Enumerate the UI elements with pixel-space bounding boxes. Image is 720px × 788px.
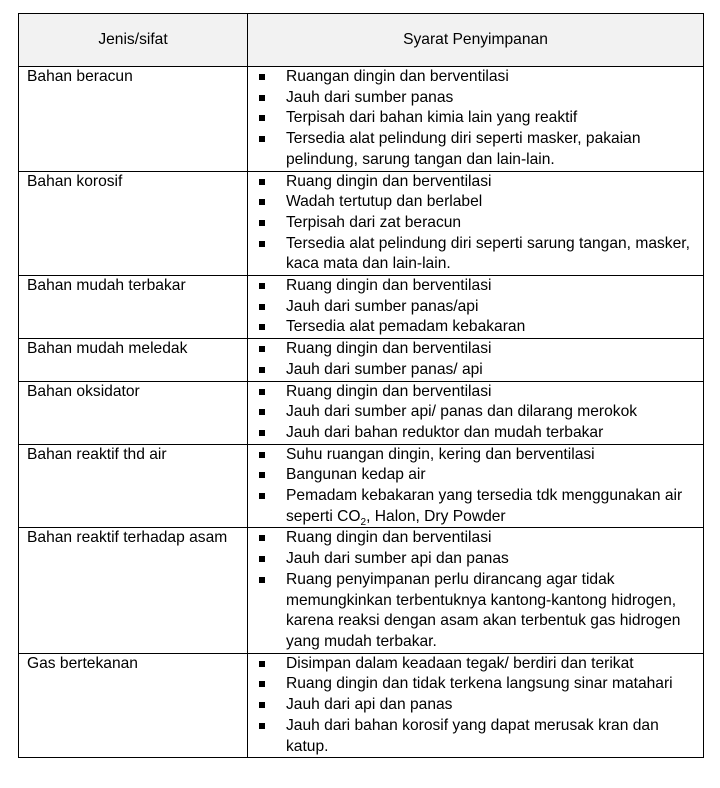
requirement-item	[258, 276, 697, 297]
requirement-item	[258, 213, 697, 234]
requirement-item	[258, 716, 697, 757]
square-bullet-icon	[259, 535, 265, 541]
requirement-item	[258, 129, 697, 170]
requirements-list	[258, 172, 697, 276]
requirement-item	[258, 192, 697, 213]
material-type-cell: Bahan mudah meledak	[19, 339, 248, 381]
square-bullet-icon	[259, 74, 265, 80]
square-bullet-icon	[259, 179, 265, 185]
requirement-text: Terpisah dari bahan kimia lain yang reaktif	[286, 109, 578, 127]
material-type-cell: Bahan reaktif thd air	[19, 444, 248, 528]
table-header	[19, 14, 704, 67]
square-bullet-icon	[259, 452, 265, 458]
square-bullet-icon	[259, 283, 265, 289]
table-row	[19, 339, 704, 381]
requirement-item	[258, 528, 697, 549]
requirement-text: Ruang penyimpanan perlu dirancang agar tidak memungkinkan terbentuknya kantong-kantong hidrogen, karena reaksi dengan asam akan terbentuk gas hidrogen yang mudah terbakar.	[286, 570, 681, 650]
requirement-item	[258, 234, 697, 275]
requirement-text: Ruang dingin dan berventilasi	[286, 277, 492, 295]
square-bullet-icon	[259, 367, 265, 373]
requirement-text: Jauh dari sumber panas	[286, 88, 454, 106]
requirement-text: Ruang dingin dan tidak terkena langsung sinar matahari	[286, 675, 673, 693]
requirement-text: Ruang dingin dan berventilasi	[286, 340, 492, 358]
requirements-cell	[248, 444, 704, 528]
requirement-item	[258, 172, 697, 193]
requirement-text: Wadah tertutup dan berlabel	[286, 193, 483, 211]
square-bullet-icon	[259, 661, 265, 667]
requirement-text: Terpisah dari zat beracun	[286, 213, 462, 231]
square-bullet-icon	[259, 136, 265, 142]
requirement-item	[258, 549, 697, 570]
requirement-text: Pemadam kebakaran yang tersedia tdk menggunakan air seperti $CO_2$, Halon, Dry Powder	[286, 487, 683, 528]
material-type-cell: Bahan reaktif terhadap asam	[19, 528, 248, 653]
requirements-list	[258, 654, 697, 758]
header-requirements: Syarat Penyimpanan	[248, 14, 704, 67]
requirement-text: Disimpan dalam keadaan tegak/ berdiri dan terikat	[286, 654, 634, 672]
requirement-item	[258, 486, 697, 527]
requirements-cell	[248, 276, 704, 339]
requirement-item	[258, 654, 697, 675]
requirement-text: Ruangan dingin dan berventilasi	[286, 68, 509, 85]
requirement-item	[258, 570, 697, 653]
table-row	[19, 276, 704, 339]
square-bullet-icon	[259, 409, 265, 415]
square-bullet-icon	[259, 304, 265, 310]
requirement-text: Jauh dari api dan panas	[286, 696, 453, 714]
table-row	[19, 444, 704, 528]
requirement-text: Tersedia alat pelindung diri seperti sarung tangan, masker, kaca mata dan lain-lain.	[286, 234, 690, 273]
requirement-text: Tersedia alat pelindung diri seperti masker, pakaian pelindung, sarung tangan dan lain-lain.	[286, 130, 641, 168]
requirement-item	[258, 360, 697, 381]
material-type-cell: Gas bertekanan	[19, 653, 248, 758]
requirements-list	[258, 528, 697, 652]
requirements-cell	[248, 528, 704, 653]
square-bullet-icon	[259, 702, 265, 708]
square-bullet-icon	[259, 577, 265, 583]
requirement-item	[258, 423, 697, 444]
requirement-item	[258, 445, 697, 466]
header-type: Jenis/sifat	[19, 14, 248, 67]
square-bullet-icon	[259, 324, 265, 330]
square-bullet-icon	[259, 493, 265, 499]
table-body	[19, 67, 704, 758]
storage-requirements-table	[18, 13, 704, 758]
table-row	[19, 381, 704, 444]
requirement-text: Jauh dari sumber api dan panas	[286, 550, 509, 568]
square-bullet-icon	[259, 95, 265, 101]
square-bullet-icon	[259, 115, 265, 121]
requirement-item	[258, 108, 697, 129]
requirement-item	[258, 695, 697, 716]
requirement-text: Jauh dari sumber panas/ api	[286, 360, 483, 378]
material-type-cell: Bahan oksidator	[19, 381, 248, 444]
requirement-text: Ruang dingin dan berventilasi	[286, 382, 492, 400]
requirement-item	[258, 67, 697, 88]
square-bullet-icon	[259, 220, 265, 226]
square-bullet-icon	[259, 556, 265, 562]
requirements-list	[258, 67, 697, 171]
requirements-cell	[248, 171, 704, 276]
requirement-item	[258, 674, 697, 695]
requirement-text: Ruang dingin dan berventilasi	[286, 529, 492, 547]
requirements-cell	[248, 67, 704, 172]
material-type-cell: Bahan korosif	[19, 171, 248, 276]
material-type-cell: Bahan beracun	[19, 67, 248, 172]
requirement-text: Ruang dingin dan berventilasi	[286, 172, 492, 190]
requirement-item	[258, 339, 697, 360]
requirements-cell	[248, 339, 704, 381]
requirement-item	[258, 88, 697, 109]
square-bullet-icon	[259, 199, 265, 205]
table-row	[19, 653, 704, 758]
requirement-item	[258, 297, 697, 318]
table-row	[19, 171, 704, 276]
requirements-cell	[248, 381, 704, 444]
requirement-text: Jauh dari bahan korosif yang dapat merusak kran dan katup.	[286, 716, 659, 755]
requirements-list	[258, 445, 697, 528]
requirement-text: Jauh dari sumber api/ panas dan dilarang merokok	[286, 403, 638, 421]
square-bullet-icon	[259, 723, 265, 729]
requirements-list	[258, 276, 697, 338]
requirement-item	[258, 465, 697, 486]
material-type-cell: Bahan mudah terbakar	[19, 276, 248, 339]
requirements-list	[258, 382, 697, 444]
requirements-cell	[248, 653, 704, 758]
requirement-text: Jauh dari sumber panas/api	[286, 297, 479, 315]
table-row	[19, 67, 704, 172]
header-row	[19, 14, 704, 67]
requirements-list	[258, 339, 697, 380]
requirement-text: Jauh dari bahan reduktor dan mudah terbakar	[286, 423, 604, 441]
square-bullet-icon	[259, 430, 265, 436]
square-bullet-icon	[259, 346, 265, 352]
square-bullet-icon	[259, 472, 265, 478]
requirement-text: Suhu ruangan dingin, kering dan berventilasi	[286, 445, 595, 463]
requirement-text: Tersedia alat pemadam kebakaran	[286, 318, 526, 336]
square-bullet-icon	[259, 681, 265, 687]
requirement-text: Bangunan kedap air	[286, 466, 426, 484]
requirement-item	[258, 382, 697, 403]
square-bullet-icon	[259, 241, 265, 247]
requirement-item	[258, 317, 697, 338]
requirement-item	[258, 402, 697, 423]
table-row	[19, 528, 704, 653]
square-bullet-icon	[259, 389, 265, 395]
